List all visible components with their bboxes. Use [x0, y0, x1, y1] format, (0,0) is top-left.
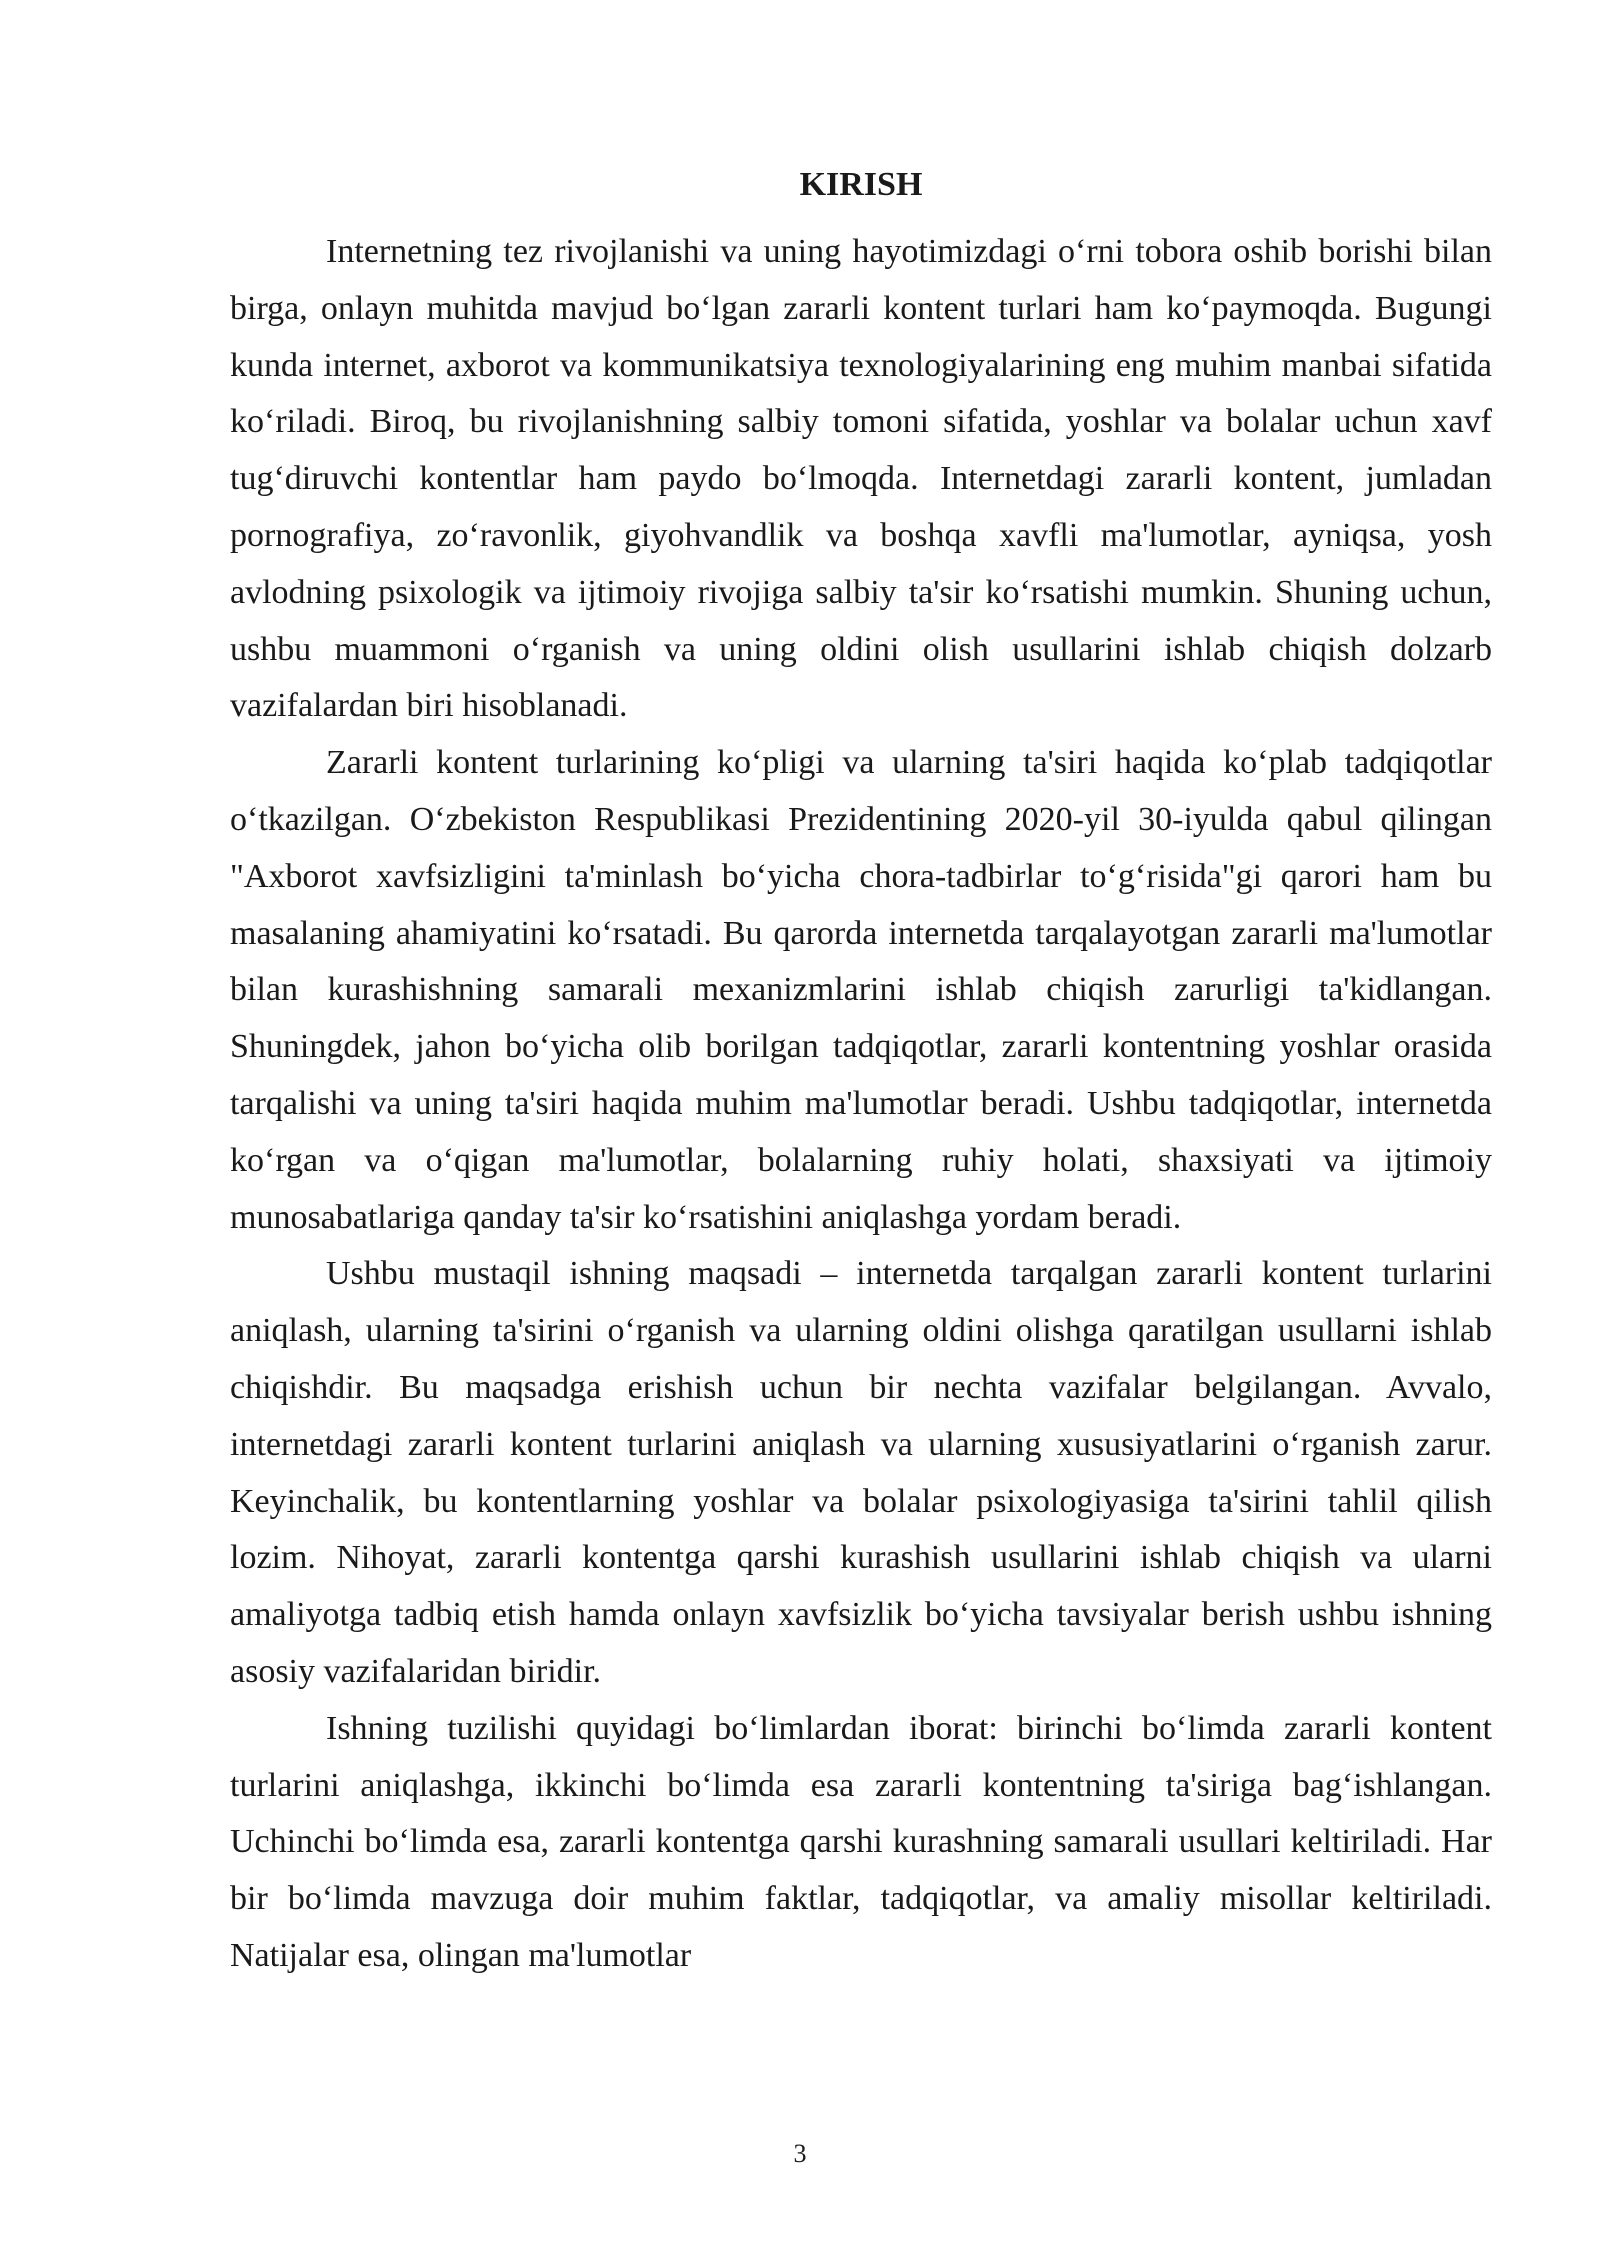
paragraph-4: Ishning tuzilishi quyidagi bo‘limlardan iborat: birinchi bo‘limda zararli kontent turlarini aniqlashga, ikkinchi bo‘limda esa zararli kontentning ta'siriga bag‘ishlangan. Uchinchi bo‘limda esa, zararli kontentga qarshi kurashning samarali usullari keltiriladi. Har bir bo‘limda mavzuga doir muhim faktlar, tadqiqotlar, va amaliy misollar keltiriladi. Natijalar esa, olingan ma'lumotlar — [230, 1709, 1492, 1974]
paragraph-2: Zararli kontent turlarining ko‘pligi va ularning ta'siri haqida ko‘plab tadqiqotlar o‘tkazilgan. O‘zbekiston Respublikasi Prezidentining 2020-yil 30-iyulda qabul qilingan "Axborot xavfsizligini ta'minlash bo‘yicha chora-tadbirlar to‘g‘risida"gi qarori ham bu masalaning ahamiyatini ko‘rsatadi. Bu qarorda internetda tarqalayotgan zararli ma'lumotlar bilan kurashishning samarali mexanizmlarini ishlab chiqish zarurligi ta'kidlangan. Shuningdek, jahon bo‘yicha olib borilgan tadqiqotlar, zararli kontentning yoshlar orasida tarqalishi va uning ta'siri haqida muhim ma'lumotlar beradi. Ushbu tadqiqotlar, internetda ko‘rgan va o‘qigan ma'lumotlar, bolalarning ruhiy holati, shaxsiyati va ijtimoiy munosabatlariga qanday ta'sir ko‘rsatishini aniqlashga yordam beradi. — [230, 744, 1492, 1236]
paragraph-1: Internetning tez rivojlanishi va uning hayotimizdagi o‘rni tobora oshib borishi bilan birga, onlayn muhitda mavjud bo‘lgan zararli kontent turlari ham ko‘paymoqda. Bugungi kunda internet, axborot va kommunikatsiya texnologiyalarining eng muhim manbai sifatida ko‘riladi. Biroq, bu rivojlanishning salbiy tomoni sifatida, yoshlar va bolalar uchun xavf tug‘diruvchi kontentlar ham paydo bo‘lmoqda. Internetdagi zararli kontent, jumladan pornografiya, zo‘ravonlik, giyohvandlik va boshqa xavfli ma'lumotlar, ayniqsa, yosh avlodning psixologik va ijtimoiy rivojiga salbiy ta'sir ko‘rsatishi mumkin. Shuning uchun, ushbu muammoni o‘rganish va uning oldini olish usullarini ishlab chiqish dolzarb vazifalardan biri hisoblanadi. — [230, 233, 1492, 725]
document-page — [230, 160, 1492, 1985]
paragraph-3: Ushbu mustaqil ishning maqsadi – internetda tarqalgan zararli kontent turlarini aniqlash, ularning ta'sirini o‘rganish va ularning oldini olishga qaratilgan usullarni ishlab chiqishdir. Bu maqsadga erishish uchun bir nechta vazifalar belgilangan. Avvalo, internetdagi zararli kontent turlarini aniqlash va ularning xususiyatlarini o‘rganish zarur. Keyinchalik, bu kontentlarning yoshlar va bolalar psixologiyasiga ta'sirini tahlil qilish lozim. Nihoyat, zararli kontentga qarshi kurashish usullarini ishlab chiqish va ularni amaliyotga tadbiq etish hamda onlayn xavfsizlik bo‘yicha tavsiyalar berish ushbu ishning asosiy vazifalaridan biridir. — [230, 1255, 1492, 1690]
section-heading: KIRISH — [799, 166, 923, 203]
page-number: 3 — [793, 2139, 807, 2168]
